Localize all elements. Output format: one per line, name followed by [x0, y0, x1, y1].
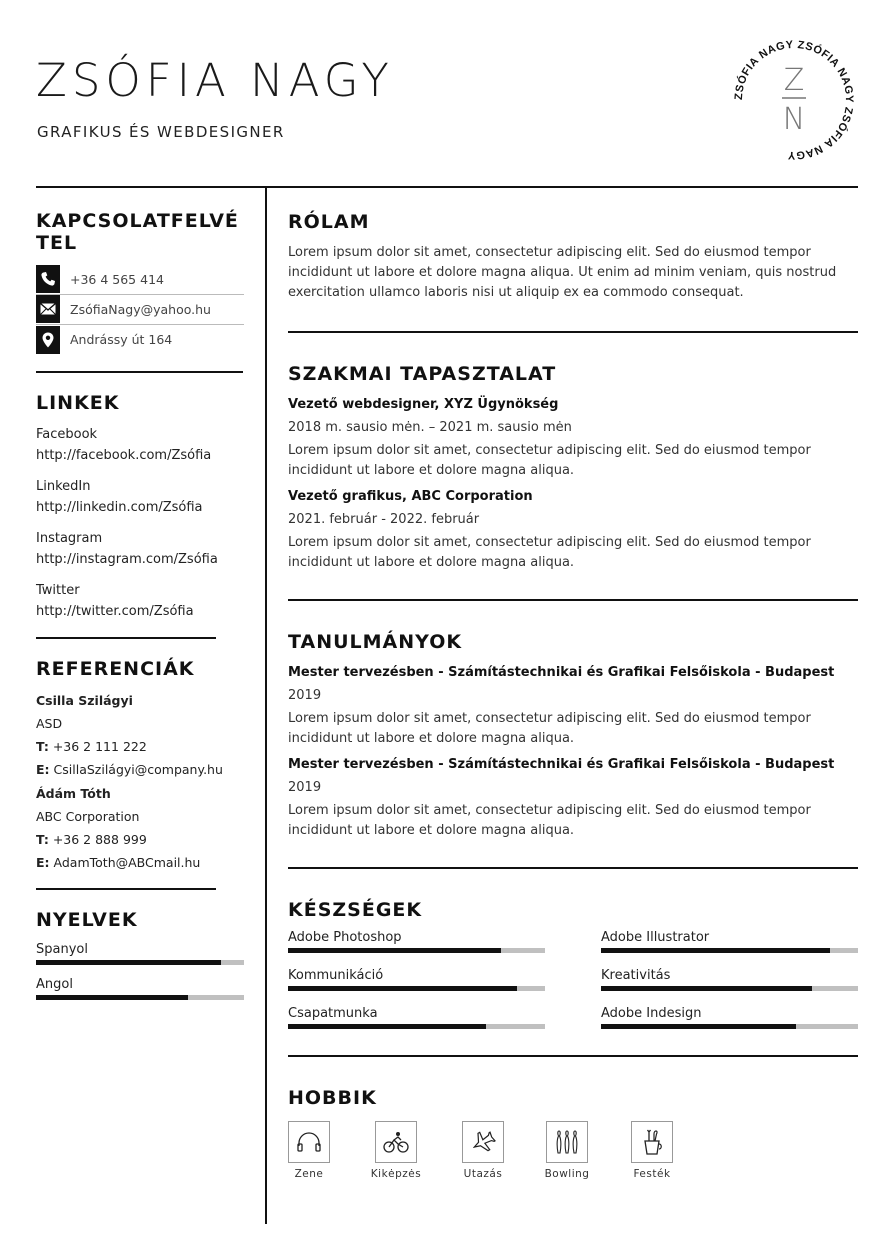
mail-icon [36, 295, 60, 323]
reference-item [36, 783, 244, 874]
link-label: Instagram [36, 530, 103, 546]
column-divider [265, 186, 267, 1224]
left-column [36, 186, 244, 1012]
reference-email: E: CsillaSzilágyi@company.hu [36, 762, 223, 778]
location-pin-icon [36, 326, 60, 354]
section-divider [288, 331, 858, 333]
hobby-label: Bowling [544, 1168, 590, 1180]
degree-year: 2019 [288, 688, 322, 703]
monogram-letter-n: N [782, 102, 806, 137]
svg-text:ZSÓFIA NAGY ZSÓFIA NAGY ZSÓFIA [733, 39, 855, 161]
phone-icon [36, 265, 60, 293]
airplane-icon [462, 1121, 504, 1163]
hobby-item [546, 1121, 588, 1180]
link-url[interactable]: http://twitter.com/Zsófia [36, 603, 194, 619]
skill-level-bar [288, 948, 545, 953]
languages-section [36, 910, 244, 1000]
hobby-item [370, 1121, 422, 1180]
reference-name: Csilla Szilágyi [36, 693, 133, 709]
links-heading: LINKEK [36, 391, 120, 414]
reference-company: ABC Corporation [36, 809, 140, 825]
job-dates: 2018 m. sausio mėn. – 2021 m. sausio mėn [288, 420, 572, 435]
hobby-item [288, 1121, 330, 1180]
paint-brushes-icon [631, 1121, 673, 1163]
section-divider [288, 599, 858, 601]
skill-name: Csapatmunka [288, 1006, 378, 1021]
headphones-icon [288, 1121, 330, 1163]
skill-level-bar [288, 1024, 545, 1029]
resume-name: ZSÓFIA NAGY [36, 54, 394, 107]
skill-item [601, 967, 858, 991]
contact-phone[interactable] [36, 265, 244, 295]
bowling-pins-icon [546, 1121, 588, 1163]
link-url[interactable]: http://facebook.com/Zsófia [36, 447, 212, 463]
degree-title: Mester tervezésben - Számítástechnikai és Grafikai Felsőiskola - Budapest [288, 757, 835, 772]
experience-item [288, 395, 858, 481]
education-section [288, 631, 858, 841]
hobby-label: Utazás [463, 1168, 503, 1180]
references-heading: REFERENCIÁK [36, 657, 195, 680]
skill-level-bar [601, 986, 858, 991]
about-heading: RÓLAM [288, 211, 370, 233]
links-list [36, 425, 244, 623]
link-item-instagram [36, 529, 244, 571]
skill-item [601, 929, 858, 953]
reference-name: Ádám Tóth [36, 786, 111, 802]
reference-item [36, 690, 244, 781]
reference-phone: T: +36 2 111 222 [36, 739, 147, 755]
right-column [288, 186, 858, 1180]
contact-phone-text: +36 4 565 414 [70, 271, 164, 287]
skill-item [288, 929, 545, 953]
education-item [288, 663, 858, 749]
link-item-linkedin [36, 477, 244, 519]
contact-heading: KAPCSOLATFELVÉ TEL [36, 210, 239, 254]
monogram-ring-text: ZSÓFIA NAGY ZSÓFIA NAGY ZSÓFIA NAGY [732, 38, 856, 162]
language-level-bar [36, 995, 244, 1000]
hobbies-heading: HOBBIK [288, 1087, 377, 1109]
job-title: Vezető grafikus, ABC Corporation [288, 489, 533, 504]
job-description: Lorem ipsum dolor sit amet, consectetur adipiscing elit. Sed do eiusmod tempor incididunt ut labore et dolore magna aliqua. [288, 443, 811, 478]
contact-email-text: ZsófiaNagy@yahoo.hu [70, 301, 211, 317]
language-name: Angol [36, 977, 73, 993]
skill-item [288, 1005, 545, 1029]
about-text: Lorem ipsum dolor sit amet, consectetur adipiscing elit. Sed do eiusmod tempor incididunt ut labore et dolore magna aliqua. Ut enim ad minim veniam, quis nostrud exercitation ullamco laboris nisi ut aliquip ex ea commodo consequat. [288, 245, 837, 300]
link-item-facebook [36, 425, 244, 467]
contact-email[interactable] [36, 295, 244, 325]
job-title: GRAFIKUS ÉS WEBDESIGNER [37, 123, 285, 141]
hobby-label: Kikėpzės [370, 1168, 422, 1180]
skill-level-bar [601, 1024, 858, 1029]
skills-heading: KÉSZSÉGEK [288, 899, 423, 921]
monogram-logo [726, 32, 862, 168]
reference-email: E: AdamToth@ABCmail.hu [36, 855, 201, 871]
hobby-label: Zene [294, 1168, 324, 1180]
link-label: LinkedIn [36, 478, 91, 494]
experience-section [288, 363, 858, 573]
links-section [36, 393, 244, 623]
job-title: Vezető webdesigner, XYZ Ügynökség [288, 397, 559, 412]
hobby-label: Festék [633, 1168, 671, 1180]
skill-level-bar [288, 986, 545, 991]
contact-section [36, 211, 244, 355]
degree-description: Lorem ipsum dolor sit amet, consectetur adipiscing elit. Sed do eiusmod tempor incididunt ut labore et dolore magna aliqua. [288, 803, 811, 838]
skill-item [601, 1005, 858, 1029]
job-dates: 2021. február - 2022. február [288, 512, 480, 527]
language-name: Spanyol [36, 942, 88, 958]
section-divider [36, 371, 243, 373]
hobby-item [631, 1121, 673, 1180]
skill-name: Adobe Illustrator [601, 930, 710, 945]
skill-name: Kreativitás [601, 968, 671, 983]
link-label: Facebook [36, 426, 98, 442]
section-divider [36, 637, 216, 639]
reference-company: ASD [36, 716, 63, 732]
contact-address[interactable] [36, 325, 244, 355]
experience-heading: SZAKMAI TAPASZTALAT [288, 363, 557, 385]
languages-list [36, 942, 244, 1000]
section-divider [36, 888, 216, 890]
link-url[interactable]: http://instagram.com/Zsófia [36, 551, 218, 567]
education-heading: TANULMÁNYOK [288, 631, 463, 653]
skill-item [288, 967, 545, 991]
link-item-twitter [36, 581, 244, 623]
skill-level-bar [601, 948, 858, 953]
education-item [288, 755, 858, 841]
degree-title: Mester tervezésben - Számítástechnikai és Grafikai Felsőiskola - Budapest [288, 665, 835, 680]
degree-description: Lorem ipsum dolor sit amet, consectetur adipiscing elit. Sed do eiusmod tempor incididunt ut labore et dolore magna aliqua. [288, 711, 811, 746]
contact-address-text: Andrássy út 164 [70, 332, 173, 348]
references-section [36, 659, 244, 875]
cyclist-icon [375, 1121, 417, 1163]
job-description: Lorem ipsum dolor sit amet, consectetur adipiscing elit. Sed do eiusmod tempor incididunt ut labore et dolore magna aliqua. [288, 535, 811, 570]
hobbies-list [288, 1121, 858, 1180]
about-section [288, 211, 858, 303]
hobby-item [462, 1121, 504, 1180]
skills-section [288, 899, 858, 1029]
languages-heading: NYELVEK [36, 909, 138, 932]
contact-list [36, 265, 244, 355]
skill-name: Kommunikáció [288, 968, 384, 983]
skill-name: Adobe Photoshop [288, 930, 402, 945]
section-divider [288, 1055, 858, 1057]
link-url[interactable]: http://linkedin.com/Zsófia [36, 499, 203, 515]
degree-year: 2019 [288, 780, 322, 795]
skill-name: Adobe Indesign [601, 1006, 702, 1021]
section-divider [288, 867, 858, 869]
experience-item [288, 487, 858, 573]
monogram-letter-z: Z [783, 63, 805, 98]
language-level-bar [36, 960, 244, 965]
language-item [36, 977, 244, 1000]
skills-grid [288, 929, 858, 1029]
hobbies-section [288, 1087, 858, 1180]
link-label: Twitter [36, 582, 80, 598]
language-item [36, 942, 244, 965]
reference-phone: T: +36 2 888 999 [36, 832, 147, 848]
